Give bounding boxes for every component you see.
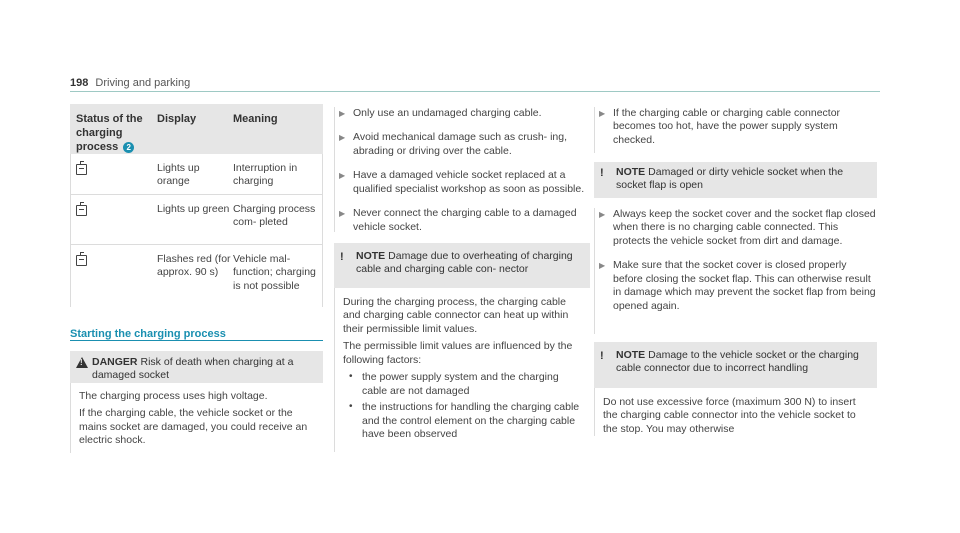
dirty-socket-note: [594, 162, 877, 198]
socket-care-bullet-list: [594, 208, 877, 334]
note-body: Do not use excessive force (maximum 300 N) to insert the charging cable connector into the vehicle socket to the stop. You may otherwise: [594, 388, 877, 436]
display-cell: Lights up green: [157, 203, 230, 215]
bullet-arrow-icon: ▶: [599, 261, 606, 271]
list-item: ▶ Have a damaged vehicle socket replaced at a qualified specialist workshop as soon as possible.: [335, 169, 590, 196]
danger-body: [70, 383, 323, 453]
note-label: NOTE: [616, 166, 646, 178]
header-status: Status of the charging process 2: [76, 113, 143, 154]
list-item: • the power supply system and the charging cable are not damaged: [349, 371, 559, 397]
exclamation-icon: !: [340, 251, 344, 263]
table-border-left: [70, 154, 71, 307]
danger-notice: [70, 351, 323, 453]
table-border-right: [322, 154, 323, 307]
page-header: [70, 76, 190, 90]
note-header: [594, 342, 877, 388]
exclamation-icon: !: [600, 350, 604, 362]
section-heading: Starting the charging process: [70, 328, 226, 340]
display-cell: Lights up orange: [157, 162, 200, 188]
page-number: 198: [70, 77, 89, 89]
header-meaning: Meaning: [233, 113, 278, 125]
list-item: ▶ Make sure that the socket cover is closed properly before closing the socket flap. This can otherwise result in damage which may prevent the socket flap from being opened again.: [595, 259, 877, 313]
meaning-cell: Charging process com- pleted: [233, 203, 316, 229]
table-header: [70, 104, 323, 154]
charging-socket-icon: [76, 164, 87, 175]
note-label: NOTE: [616, 349, 646, 361]
table-row: [70, 245, 323, 305]
danger-label: DANGER: [92, 356, 138, 368]
bullet-arrow-icon: ▶: [339, 171, 346, 181]
section-title: Driving and parking: [95, 77, 191, 89]
list-item: ▶ Always keep the socket cover and the socket flap closed when there is no charging cable connected. This protects the vehicle socket from dirt and damage.: [595, 208, 877, 248]
note-label: NOTE: [356, 250, 386, 262]
section-heading-rule: [70, 340, 323, 341]
charging-socket-icon: [76, 255, 87, 266]
meaning-cell: Vehicle mal- function; charging is not possible: [233, 253, 316, 292]
reference-badge: 2: [123, 142, 134, 153]
warning-triangle-icon: [76, 357, 88, 368]
list-item: ▶ Avoid mechanical damage such as crush- ing, abrading or driving over the cable.: [335, 131, 590, 158]
note-header: [594, 162, 877, 198]
bullet-arrow-icon: ▶: [339, 133, 346, 143]
charging-status-table: [70, 104, 323, 305]
note-body: During the charging process, the charging cable and charging cable connector can heat up within their permissible limit values. The permissible limit values are influenced by the following factors: • the power supply system and the charging cable are not damaged • the instructions for handling the charging cable and the control element on the charging cable have been observed: [334, 288, 590, 452]
display-cell: Flashes red (for approx. 90 s): [157, 253, 231, 279]
exclamation-icon: !: [600, 167, 604, 179]
table-row: [70, 154, 323, 195]
header-display: Display: [157, 113, 197, 125]
note-header: [334, 243, 590, 288]
note-title: Damage due to overheating of charging cable and charging cable con- nector: [356, 250, 573, 276]
bullet-arrow-icon: ▶: [599, 109, 606, 118]
hot-cable-bullet: [594, 107, 877, 153]
list-item: ▶ Never connect the charging cable to a damaged vehicle socket.: [335, 207, 590, 234]
meaning-cell: Interruption in charging: [233, 162, 298, 188]
bullet-arrow-icon: ▶: [599, 210, 606, 219]
table-row: [70, 195, 323, 245]
list-item: • the instructions for handling the charging cable and the control element on the charging cable have been observed: [349, 401, 580, 440]
danger-title: Risk of death when charging at a damaged socket: [92, 356, 294, 382]
incorrect-handling-note: [594, 342, 877, 436]
list-item: ▶ Only use an undamaged charging cable.: [335, 107, 590, 120]
charging-socket-icon: [76, 205, 87, 216]
factor-list: [343, 371, 582, 441]
note-title: Damage to the vehicle socket or the charging cable connector due to incorrect handling: [616, 349, 859, 375]
note-title: Damaged or dirty vehicle socket when the socket flap is open: [616, 166, 844, 192]
bullet-arrow-icon: ▶: [339, 109, 346, 118]
bullet-arrow-icon: ▶: [339, 209, 346, 219]
header-divider: [70, 91, 880, 92]
list-item: ▶ If the charging cable or charging cable connector becomes too hot, have the power supply system checked.: [595, 107, 877, 147]
safety-bullet-list: [334, 107, 590, 232]
danger-header: [70, 351, 323, 383]
danger-text: The charging process uses high voltage.: [79, 390, 268, 402]
overheating-note: [334, 243, 590, 452]
danger-text: If the charging cable, the vehicle socket or the mains socket are damaged, you could receive an electric shock.: [79, 407, 308, 447]
